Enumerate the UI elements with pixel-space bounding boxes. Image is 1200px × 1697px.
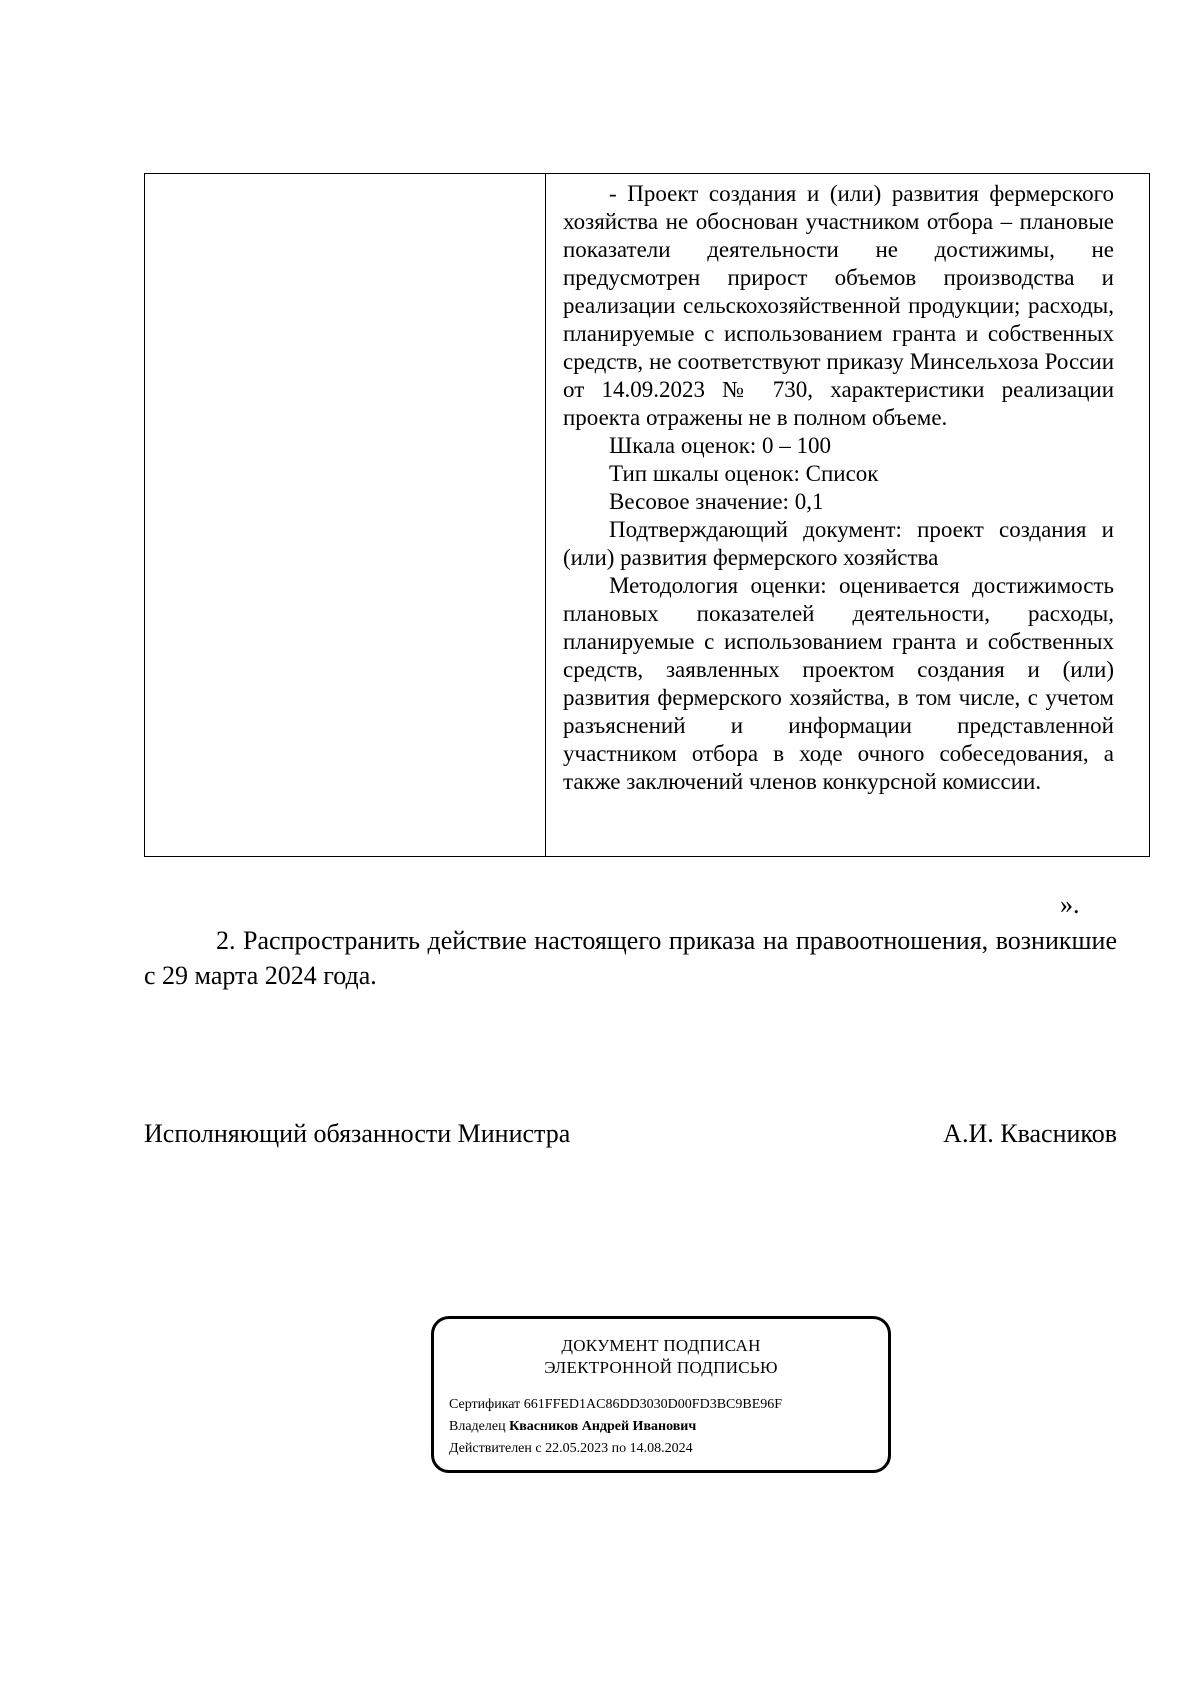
order-paragraph-2: 2. Распространить действие настоящего приказа на правоотношения, возникшие с 29 марта 2024 года. — [144, 926, 1117, 990]
valid-from: 22.05.2023 — [545, 1441, 609, 1456]
owner-value: Квасников Андрей Иванович — [509, 1419, 697, 1434]
stamp-certificate-row — [449, 1394, 782, 1416]
signatory-name: А.И. Квасников — [943, 1119, 1117, 1148]
stamp-header-line-1: ДОКУМЕНТ ПОДПИСАН — [561, 1336, 761, 1355]
table-cell-empty — [145, 174, 546, 856]
criteria-paragraph-scale-type: Тип шкалы оценок: Список — [609, 461, 879, 486]
valid-label: Действителен с — [449, 1441, 542, 1456]
valid-to-label: по — [611, 1441, 627, 1456]
stamp-header-line-2: ЭЛЕКТРОННОЙ ПОДПИСЬЮ — [544, 1358, 778, 1377]
valid-to: 14.08.2024 — [629, 1441, 693, 1456]
criteria-paragraph-scale: Шкала оценок: 0 – 100 — [609, 433, 832, 458]
electronic-signature-stamp — [431, 1316, 891, 1473]
signature-line — [144, 1118, 1117, 1150]
criteria-table — [144, 173, 1150, 857]
stamp-validity-row — [449, 1438, 782, 1460]
owner-label: Владелец — [449, 1419, 506, 1434]
table-cell-criteria-description — [546, 174, 1149, 856]
stamp-header — [434, 1335, 888, 1379]
closing-quote: ». — [1060, 890, 1080, 919]
criteria-paragraph-rejection-reason: - Проект создания и (или) развития фермерского хозяйства не обоснован участником отбора – плановые показатели деятельности не достижимы, не предусмотрен прирост объемов производства и реализации сельскохозяйственной продукции; расходы, планируемые с использованием гранта и собственных средств, не соответствуют приказу Минсельхоза России от 14.09.2023 № 730, характеристики реализации проекта отражены не в полном объеме. — [563, 181, 1114, 430]
criteria-paragraph-methodology: Методология оценки: оценивается достижимость плановых показателей деятельности, расходы, планируемые с использованием гранта и собственных средств, заявленных проектом создания и (или) развития фермерского хозяйства, в том числе, с учетом разъяснений и информации представленной участником отбора в ходе очного собеседования, а также заключений членов конкурсной комиссии. — [563, 573, 1114, 794]
certificate-label: Сертификат — [449, 1397, 521, 1412]
certificate-value: 661FFED1AC86DD3030D00FD3BC9BE96F — [523, 1397, 783, 1412]
stamp-details — [449, 1394, 782, 1460]
stamp-owner-row — [449, 1416, 782, 1438]
criteria-paragraph-weight: Весовое значение: 0,1 — [609, 489, 824, 514]
criteria-paragraph-supporting-document: Подтверждающий документ: проект создания и (или) развития фермерского хозяйства — [563, 517, 1114, 570]
signatory-position: Исполняющий обязанности Министра — [144, 1119, 571, 1148]
